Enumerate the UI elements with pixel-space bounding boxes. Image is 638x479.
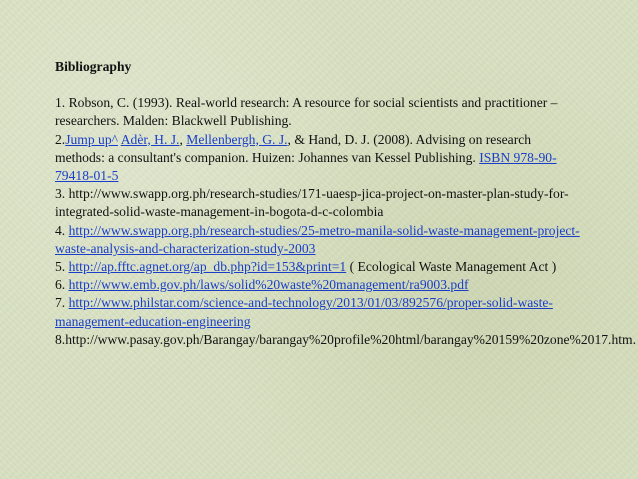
entry-6-prefix: 6. [55,277,69,293]
emb-gov-link[interactable]: http://www.emb.gov.ph/laws/solid%20waste%20management/ra9003.pdf [68,277,469,293]
entry-2-prefix: 2. [55,131,66,147]
entry-8-text: 8.http://www.pasay.gov.ph/Barangay/barangay%20profile%20html/barangay%20159%20zone%2017.htm. [55,331,636,347]
entry-1-text: 1. Robson, C. (1993). Real-world research: A resource for social scientists and practitioner – researchers. Malden: Blackwell Publishing. [55,95,558,129]
swapp-metro-manila-link[interactable]: http://www.swapp.org.ph/research-studies/25-metro-manila-solid-waste-management-project-waste-analysis-and-characterization-study-2003 [55,222,580,256]
entry-2-text: , & Hand, D. J. (2008). Advising on research methods: a consultant's companion. Huizen: Johannes van Kessel Publishing. [55,131,532,165]
author-ader-link[interactable]: Adèr, H. J. [120,131,180,147]
author-mellenbergh-link[interactable]: Mellenbergh, G. J. [186,131,288,147]
bibliography-title: Bibliography [55,59,132,74]
bibliography-entry-5 [55,258,583,276]
bibliography-entry-1 [55,94,583,130]
fftc-agnet-link[interactable]: http://ap.fftc.agnet.org/ap_db.php?id=153&print=1 [68,259,347,275]
bibliography-entry-6 [55,276,583,294]
entry-7-prefix: 7. [55,295,69,311]
philstar-link[interactable]: http://www.philstar.com/science-and-technology/2013/01/03/892576/proper-solid-waste-management-education-engineering [55,295,553,329]
bibliography-entry-7 [55,294,583,330]
entry-2-sep-2: , [179,131,187,147]
bibliography-entry-4 [55,222,583,258]
bibliography-entry-8 [55,331,636,349]
entry-5-prefix: 5. [55,259,69,275]
jump-up-link[interactable]: Jump up^ [65,131,119,147]
entry-4-prefix: 4. [55,222,69,238]
bibliography-entry-2 [55,131,583,186]
bibliography-entry-3 [55,185,583,221]
entry-3-text: 3. http://www.swapp.org.ph/research-studies/171-uaesp-jica-project-on-master-plan-study-for-integrated-solid-waste-management-in-bogota-d-c-colombia [55,186,569,220]
isbn-link[interactable]: ISBN 978-90-79418-01-5 [55,149,557,184]
entry-5-suffix: ( Ecological Waste Management Act ) [346,259,557,275]
bibliography-content [55,58,636,349]
